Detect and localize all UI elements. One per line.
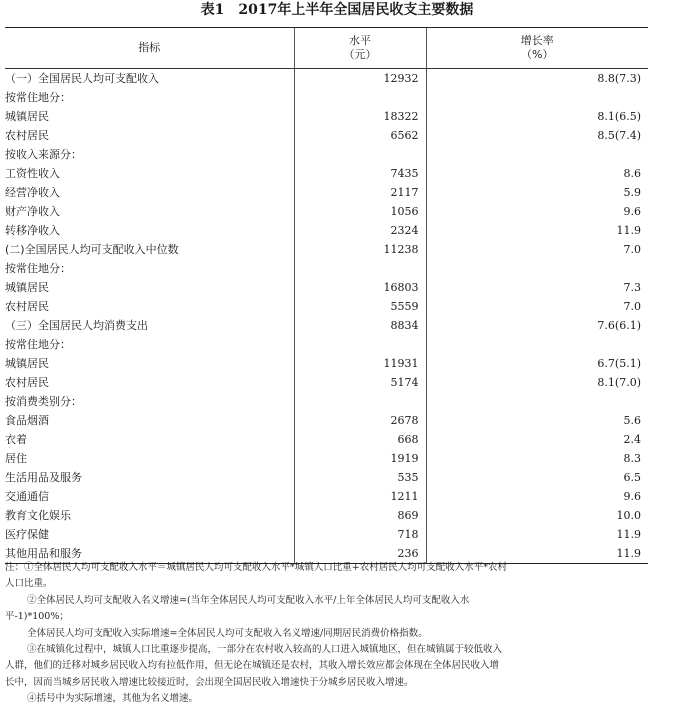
row-level-value	[294, 259, 426, 278]
row-growth-value: 9.6	[426, 202, 648, 221]
row-level-value: 2678	[294, 411, 426, 430]
note-2-line-2: 平-1)*100%；	[5, 611, 69, 623]
row-indicator-label: 按收入来源分：	[5, 148, 82, 161]
row-indicator-label: 按消费类别分：	[5, 395, 82, 408]
row-level-value: 1919	[294, 449, 426, 468]
table-row	[5, 69, 648, 89]
note-2-line-3: 全体居民人均可支配收入实际增速=全体居民人均可支配收入名义增速/同期居民消费价格指数。	[27, 627, 428, 639]
row-indicator-label: 其他用品和服务	[5, 547, 82, 560]
header-growth	[426, 28, 648, 69]
row-indicator-label: 按常住地分：	[5, 338, 71, 351]
row-indicator-label: 食品烟酒	[5, 414, 49, 427]
row-level-value	[294, 88, 426, 107]
row-growth-value: 8.1(6.5)	[426, 107, 648, 126]
note-3-line-2: 人群，他们的迁移对城乡居民收入均有拉低作用，但无论在城镇还是农村，其收入增长效应都会体现在全体居民收入增	[5, 660, 500, 672]
table-title: 表1 2017年上半年全国居民收支主要数据	[200, 2, 474, 18]
table-row	[5, 145, 648, 164]
row-level-value: 236	[294, 544, 426, 564]
row-indicator-cell	[5, 126, 294, 145]
table-row	[5, 487, 648, 506]
table-row	[5, 183, 648, 202]
row-indicator-label: 生活用品及服务	[5, 471, 82, 484]
row-indicator-label: 按常住地分：	[5, 262, 71, 275]
row-growth-value: 6.7(5.1)	[426, 354, 648, 373]
table-row	[5, 411, 648, 430]
row-indicator-cell	[5, 354, 294, 373]
row-indicator-cell	[5, 525, 294, 544]
row-indicator-cell	[5, 164, 294, 183]
header-level-line1: 水平	[349, 34, 371, 47]
row-growth-value: 8.5(7.4)	[426, 126, 648, 145]
row-indicator-label: 城镇居民	[5, 357, 49, 370]
row-indicator-cell	[5, 183, 294, 202]
row-growth-value: 8.8(7.3)	[426, 69, 648, 89]
row-growth-value: 10.0	[426, 506, 648, 525]
row-level-value: 12932	[294, 69, 426, 89]
table-row	[5, 88, 648, 107]
row-indicator-label: （一）全国居民人均可支配收入	[5, 72, 159, 85]
row-level-value: 11931	[294, 354, 426, 373]
row-indicator-label: 农村居民	[5, 300, 49, 313]
note-2-line-1: ②全体居民人均可支配收入名义增速=(当年全体居民人均可支配收入水平/上年全体居民人均可支配收入水	[27, 594, 470, 606]
note-1-line-2: 人口比重。	[5, 578, 53, 590]
row-level-value: 1211	[294, 487, 426, 506]
row-indicator-cell	[5, 487, 294, 506]
row-indicator-cell	[5, 221, 294, 240]
row-growth-value: 7.0	[426, 297, 648, 316]
table-row	[5, 430, 648, 449]
row-level-value: 16803	[294, 278, 426, 297]
row-indicator-label: 经营净收入	[5, 186, 60, 199]
table-row	[5, 449, 648, 468]
row-indicator-label: 工资性收入	[5, 167, 60, 180]
row-growth-value	[426, 259, 648, 278]
table-row	[5, 259, 648, 278]
row-indicator-cell	[5, 430, 294, 449]
note-3-line-3: 长中，因而当城乡居民收入增速比较接近时，会出现全国居民收入增速快于分城乡居民收入增速。	[5, 676, 414, 688]
row-indicator-label: 衣着	[5, 433, 27, 446]
row-growth-value: 9.6	[426, 487, 648, 506]
row-indicator-cell	[5, 107, 294, 126]
row-indicator-label: 农村居民	[5, 376, 49, 389]
row-indicator-cell	[5, 240, 294, 259]
row-indicator-label: 教育文化娱乐	[5, 509, 71, 522]
table-row	[5, 221, 648, 240]
row-indicator-label: 财产净收入	[5, 205, 60, 218]
row-growth-value: 7.0	[426, 240, 648, 259]
row-indicator-cell	[5, 88, 294, 107]
table-row	[5, 278, 648, 297]
table-row	[5, 392, 648, 411]
table-row	[5, 297, 648, 316]
row-growth-value	[426, 145, 648, 164]
note-1-line-1: 注：①全体居民人均可支配收入水平＝城镇居民人均可支配收入水平*城镇人口比重+农村居民人均可支配收入水平*农村	[5, 562, 507, 573]
row-growth-value: 7.6(6.1)	[426, 316, 648, 335]
row-indicator-cell	[5, 335, 294, 354]
row-level-value: 7435	[294, 164, 426, 183]
table-row	[5, 316, 648, 335]
row-indicator-cell	[5, 69, 294, 89]
row-growth-value	[426, 88, 648, 107]
row-level-value: 5559	[294, 297, 426, 316]
row-growth-value: 2.4	[426, 430, 648, 449]
row-level-value: 2324	[294, 221, 426, 240]
row-growth-value: 11.9	[426, 221, 648, 240]
row-indicator-label: (二)全国居民人均可支配收入中位数	[5, 243, 179, 256]
row-level-value: 718	[294, 525, 426, 544]
row-level-value	[294, 145, 426, 164]
header-growth-line2: （%）	[521, 48, 554, 61]
table-row	[5, 525, 648, 544]
header-indicator-label: 指标	[138, 41, 161, 54]
header-growth-line1: 增长率	[520, 34, 554, 47]
row-indicator-label: 医疗保健	[5, 528, 49, 541]
table-row	[5, 202, 648, 221]
header-indicator	[5, 28, 294, 69]
row-level-value: 1056	[294, 202, 426, 221]
row-growth-value: 5.6	[426, 411, 648, 430]
row-indicator-label: 农村居民	[5, 129, 49, 142]
row-growth-value: 11.9	[426, 544, 648, 564]
row-level-value: 18322	[294, 107, 426, 126]
row-indicator-cell	[5, 297, 294, 316]
row-level-value: 535	[294, 468, 426, 487]
header-level-line2: （元）	[343, 48, 377, 61]
row-level-value	[294, 392, 426, 411]
note-4-line-1: ④括号中为实际增速，其他为名义增速。	[27, 693, 199, 705]
row-level-value: 11238	[294, 240, 426, 259]
main-data-table	[5, 27, 648, 564]
row-level-value: 8834	[294, 316, 426, 335]
table-row	[5, 107, 648, 126]
table-notes	[5, 560, 670, 708]
row-indicator-cell	[5, 392, 294, 411]
row-level-value: 869	[294, 506, 426, 525]
row-growth-value: 8.3	[426, 449, 648, 468]
row-indicator-label: 转移净收入	[5, 224, 60, 237]
row-indicator-cell	[5, 145, 294, 164]
note-3-line-1: ③在城镇化过程中，城镇人口比重逐步提高，一部分在农村收入较高的人口进入城镇地区，但在城镇属于较低收入	[27, 644, 503, 656]
row-growth-value: 11.9	[426, 525, 648, 544]
row-level-value: 5174	[294, 373, 426, 392]
row-indicator-cell	[5, 411, 294, 430]
table-row	[5, 373, 648, 392]
row-growth-value: 5.9	[426, 183, 648, 202]
header-level	[294, 28, 426, 69]
row-level-value: 6562	[294, 126, 426, 145]
row-level-value	[294, 335, 426, 354]
table-row	[5, 126, 648, 145]
row-indicator-label: 交通通信	[5, 490, 49, 503]
row-indicator-cell	[5, 506, 294, 525]
row-indicator-cell	[5, 259, 294, 278]
table-row	[5, 506, 648, 525]
table-row	[5, 335, 648, 354]
row-indicator-cell	[5, 449, 294, 468]
table-row	[5, 354, 648, 373]
row-growth-value: 6.5	[426, 468, 648, 487]
row-indicator-label: 居住	[5, 452, 27, 465]
table-header-row	[5, 28, 648, 69]
row-indicator-cell	[5, 316, 294, 335]
row-indicator-cell	[5, 278, 294, 297]
row-growth-value	[426, 392, 648, 411]
row-level-value: 668	[294, 430, 426, 449]
table-row	[5, 164, 648, 183]
row-growth-value	[426, 335, 648, 354]
table-row	[5, 240, 648, 259]
row-indicator-cell	[5, 202, 294, 221]
row-indicator-cell	[5, 468, 294, 487]
row-indicator-label: 城镇居民	[5, 110, 49, 123]
row-growth-value: 7.3	[426, 278, 648, 297]
row-growth-value: 8.6	[426, 164, 648, 183]
row-level-value: 2117	[294, 183, 426, 202]
row-indicator-cell	[5, 373, 294, 392]
row-growth-value: 8.1(7.0)	[426, 373, 648, 392]
table-row	[5, 468, 648, 487]
row-indicator-label: （三）全国居民人均消费支出	[5, 319, 148, 332]
row-indicator-label: 按常住地分：	[5, 91, 71, 104]
row-indicator-label: 城镇居民	[5, 281, 49, 294]
